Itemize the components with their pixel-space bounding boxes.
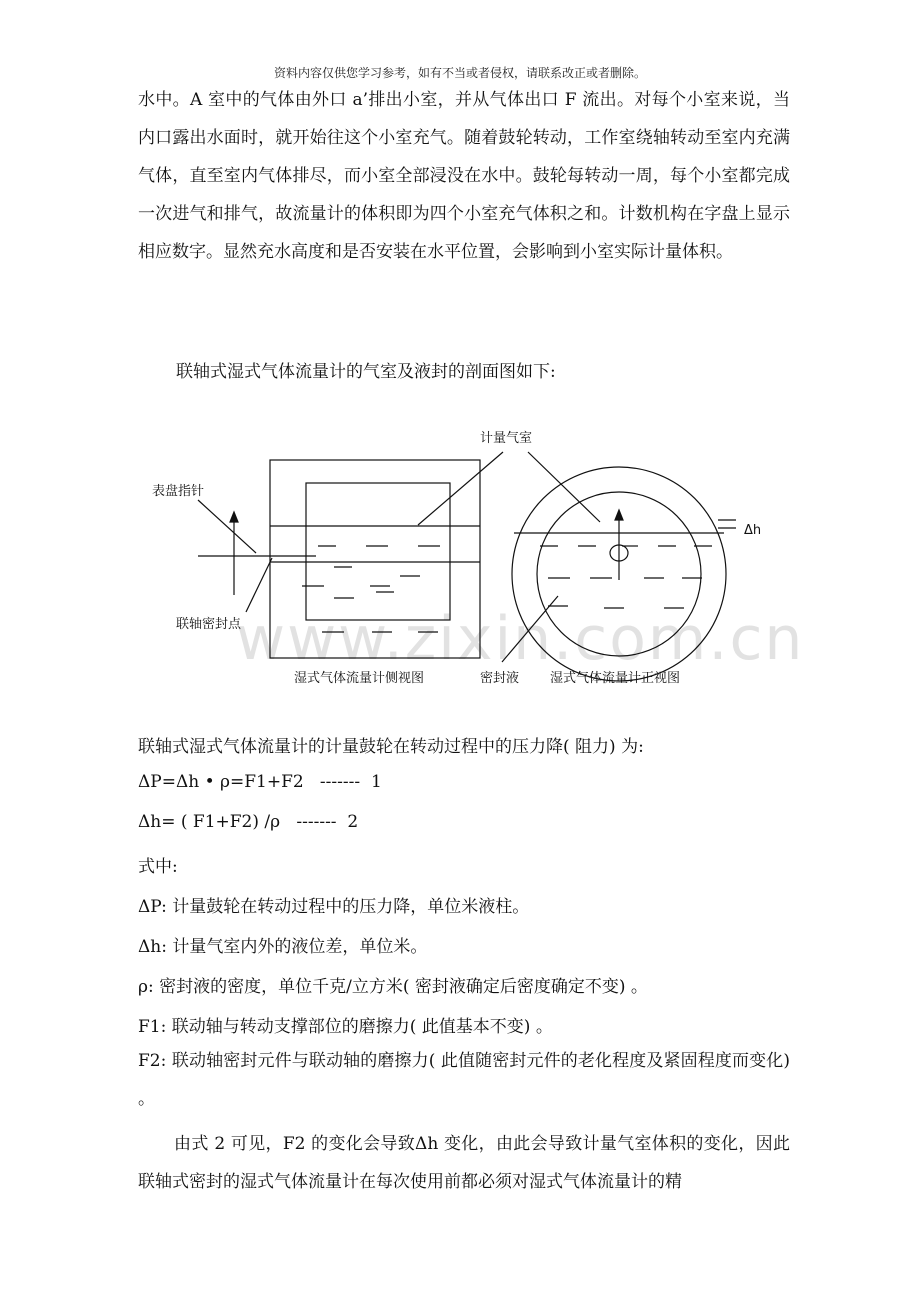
formula-1: ΔP=Δh • ρ=F1+F2 ------- 1 xyxy=(138,772,382,792)
side-view-liquid-dashes xyxy=(302,546,440,632)
definition-f1: F1: 联动轴与转动支撑部位的磨擦力( 此值基本不变) 。 xyxy=(138,1017,553,1037)
front-view-liquid-dashes xyxy=(540,546,712,608)
dial-pointer-arrowhead xyxy=(230,512,238,522)
pressure-intro: 联轴式湿式气体流量计的计量鼓轮在转动过程中的压力降( 阻力) 为: xyxy=(138,737,644,757)
figure-intro: 联轴式湿式气体流量计的气室及液封的剖面图如下: xyxy=(176,362,556,382)
side-view-outer-box xyxy=(270,460,480,658)
label-delta-h: Δh xyxy=(744,523,762,538)
intro-paragraph: 水中。A 室中的气体由外口 a’排出小室，并从气体出口 F 流出。对每个小室来说，当内口露出水面时，就开始往这个小室充气。随着鼓轮转动，工作室绕轴转动至室内充满气体，直至室内气体排尽，而小室全部浸没在水中。鼓轮每转动一周，每个小室都完成一次进气和排气，故流量计的体积即为四个小室充气体积之和。计数机构在字盘上显示相应数字。显然充水高度和是否安装在水平位置，会影响到小室实际计量体积。 xyxy=(138,90,790,262)
definition-delta-h: Δh: 计量气室内外的液位差，单位米。 xyxy=(138,937,428,957)
chamber-leader-left xyxy=(418,452,503,525)
caption-seal-liquid: 密封液 xyxy=(480,671,520,686)
chamber-leader-right xyxy=(528,452,600,522)
flowmeter-cross-section-diagram xyxy=(138,410,778,700)
definition-rho: ρ: 密封液的密度，单位千克/立方米( 密封液确定后密度确定不变) 。 xyxy=(138,977,648,997)
label-dial-pointer: 表盘指针 xyxy=(152,484,205,499)
where-label: 式中: xyxy=(138,857,178,877)
conclusion-paragraph: 由式 2 可见，F2 的变化会导致Δh 变化，由此会导致计量气室体积的变化，因此联轴式密封的湿式气体流量计在每次使用前都必须对湿式气体流量计的精 xyxy=(138,1134,790,1192)
label-seal-point: 联轴密封点 xyxy=(176,617,242,632)
formula-2: Δh= ( F1+F2) /ρ ------- 2 xyxy=(138,812,359,832)
definition-f2: F2: 联动轴密封元件与联动轴的磨擦力( 此值随密封元件的老化程度及紧固程度而变化) 。 xyxy=(138,1051,790,1109)
definition-delta-p: ΔP: 计量鼓轮在转动过程中的压力降，单位米液柱。 xyxy=(138,897,530,917)
watermark: www.zixin.com.cn xyxy=(236,604,805,674)
dial-pointer-leader xyxy=(198,500,256,553)
caption-front-view: 湿式气体流量计正视图 xyxy=(550,671,681,686)
header-disclaimer: 资料内容仅供您学习参考，如有不当或者侵权，请联系改正或者删除。 xyxy=(273,66,646,80)
caption-side-view: 湿式气体流量计侧视图 xyxy=(294,671,425,686)
front-view-arrowhead xyxy=(615,510,623,520)
label-chamber: 计量气室 xyxy=(480,431,533,446)
seal-point-leader xyxy=(246,558,272,612)
side-view-drum xyxy=(306,483,450,620)
